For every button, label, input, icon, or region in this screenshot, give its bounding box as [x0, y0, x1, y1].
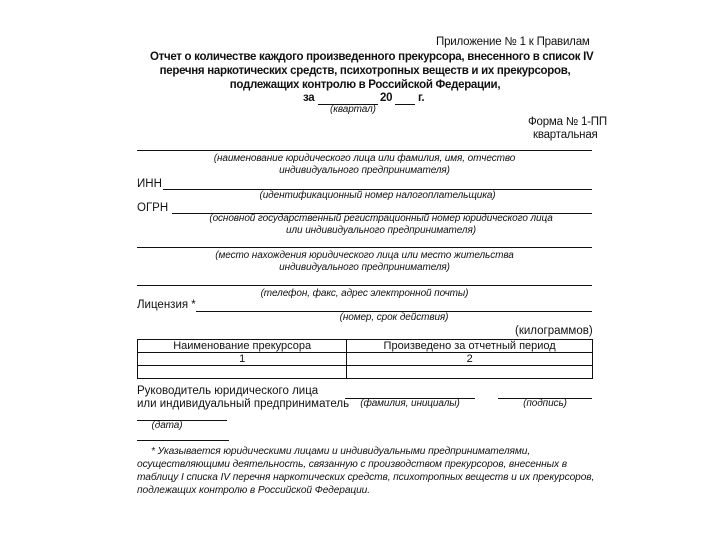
location-note-2: индивидуального предпринимателя) [279, 262, 450, 273]
period-suffix: г. [418, 92, 425, 104]
form-name: Форма № 1-ПП [528, 116, 607, 128]
location-note-1: (место нахождения юридического лица или место жительства [215, 250, 514, 261]
table-row [138, 366, 593, 379]
quarter-note: (квартал) [330, 104, 376, 115]
date-note: (дата) [151, 420, 183, 431]
org-name-note-2: индивидуального предпринимателя) [279, 165, 450, 176]
precursor-name-cell[interactable] [138, 366, 347, 379]
column-number-2: 2 [347, 353, 593, 366]
footnote-separator [137, 440, 229, 441]
table-header-row [138, 340, 593, 353]
org-name-note-1: (наименование юридического лица или фамилия, имя, отчество [213, 153, 516, 164]
footnote-text: * Указывается юридическими лицами и индивидуальными предпринимателями, осуществляющими деятельность, связанную с производством прекурсоров, внесенных в таблицу I списка IV перечня наркотических средств, психотропных веществ и их прекурсоров, подлежащих контролю в Российской Федерации. [137, 446, 595, 496]
header-precursor-name: Наименование прекурсора [138, 340, 347, 353]
report-title-line-3: подлежащих контролю в Российской Федерации, [229, 79, 501, 91]
precursor-table [137, 339, 593, 379]
contacts-line[interactable] [137, 285, 592, 286]
ogrn-label: ОГРН [137, 202, 169, 214]
inn-label: ИНН [137, 178, 162, 190]
year-blank[interactable] [395, 104, 415, 105]
signatory-role-line-1: Руководитель юридического лица [137, 385, 319, 397]
signatory-role-line-2: или индивидуальный предприниматель [137, 398, 350, 410]
license-note: (номер, срок действия) [339, 312, 449, 323]
period-prefix: за [303, 92, 315, 104]
header-produced-amount: Произведено за отчетный период [347, 340, 593, 353]
form-type: квартальная [533, 129, 598, 141]
ogrn-note-2: или индивидуального предпринимателя) [286, 225, 476, 236]
table-number-row [138, 353, 593, 366]
units-label: (килограммов) [515, 325, 593, 337]
report-title-line-2: перечня наркотических средств, психотропных веществ и их прекурсоров, [159, 65, 571, 77]
ogrn-note-1: (основной государственный регистрационный номер юридического лица [209, 213, 553, 224]
produced-amount-cell[interactable] [347, 366, 593, 379]
signature-note: (подпись) [523, 398, 567, 409]
name-note: (фамилия, инициалы) [360, 398, 460, 409]
report-title-line-1: Отчет о количестве каждого произведенного прекурсора, внесенного в список IV [150, 51, 594, 63]
annex-reference: Приложение № 1 к Правилам [436, 36, 590, 48]
license-label: Лицензия * [137, 299, 196, 311]
org-name-line[interactable] [137, 150, 592, 151]
inn-note: (идентификационный номер налогоплательщика) [259, 190, 496, 201]
contacts-note: (телефон, факс, адрес электронной почты) [260, 288, 469, 299]
location-line[interactable] [137, 247, 592, 248]
period-year-prefix: 20 [380, 92, 393, 104]
column-number-1: 1 [138, 353, 347, 366]
